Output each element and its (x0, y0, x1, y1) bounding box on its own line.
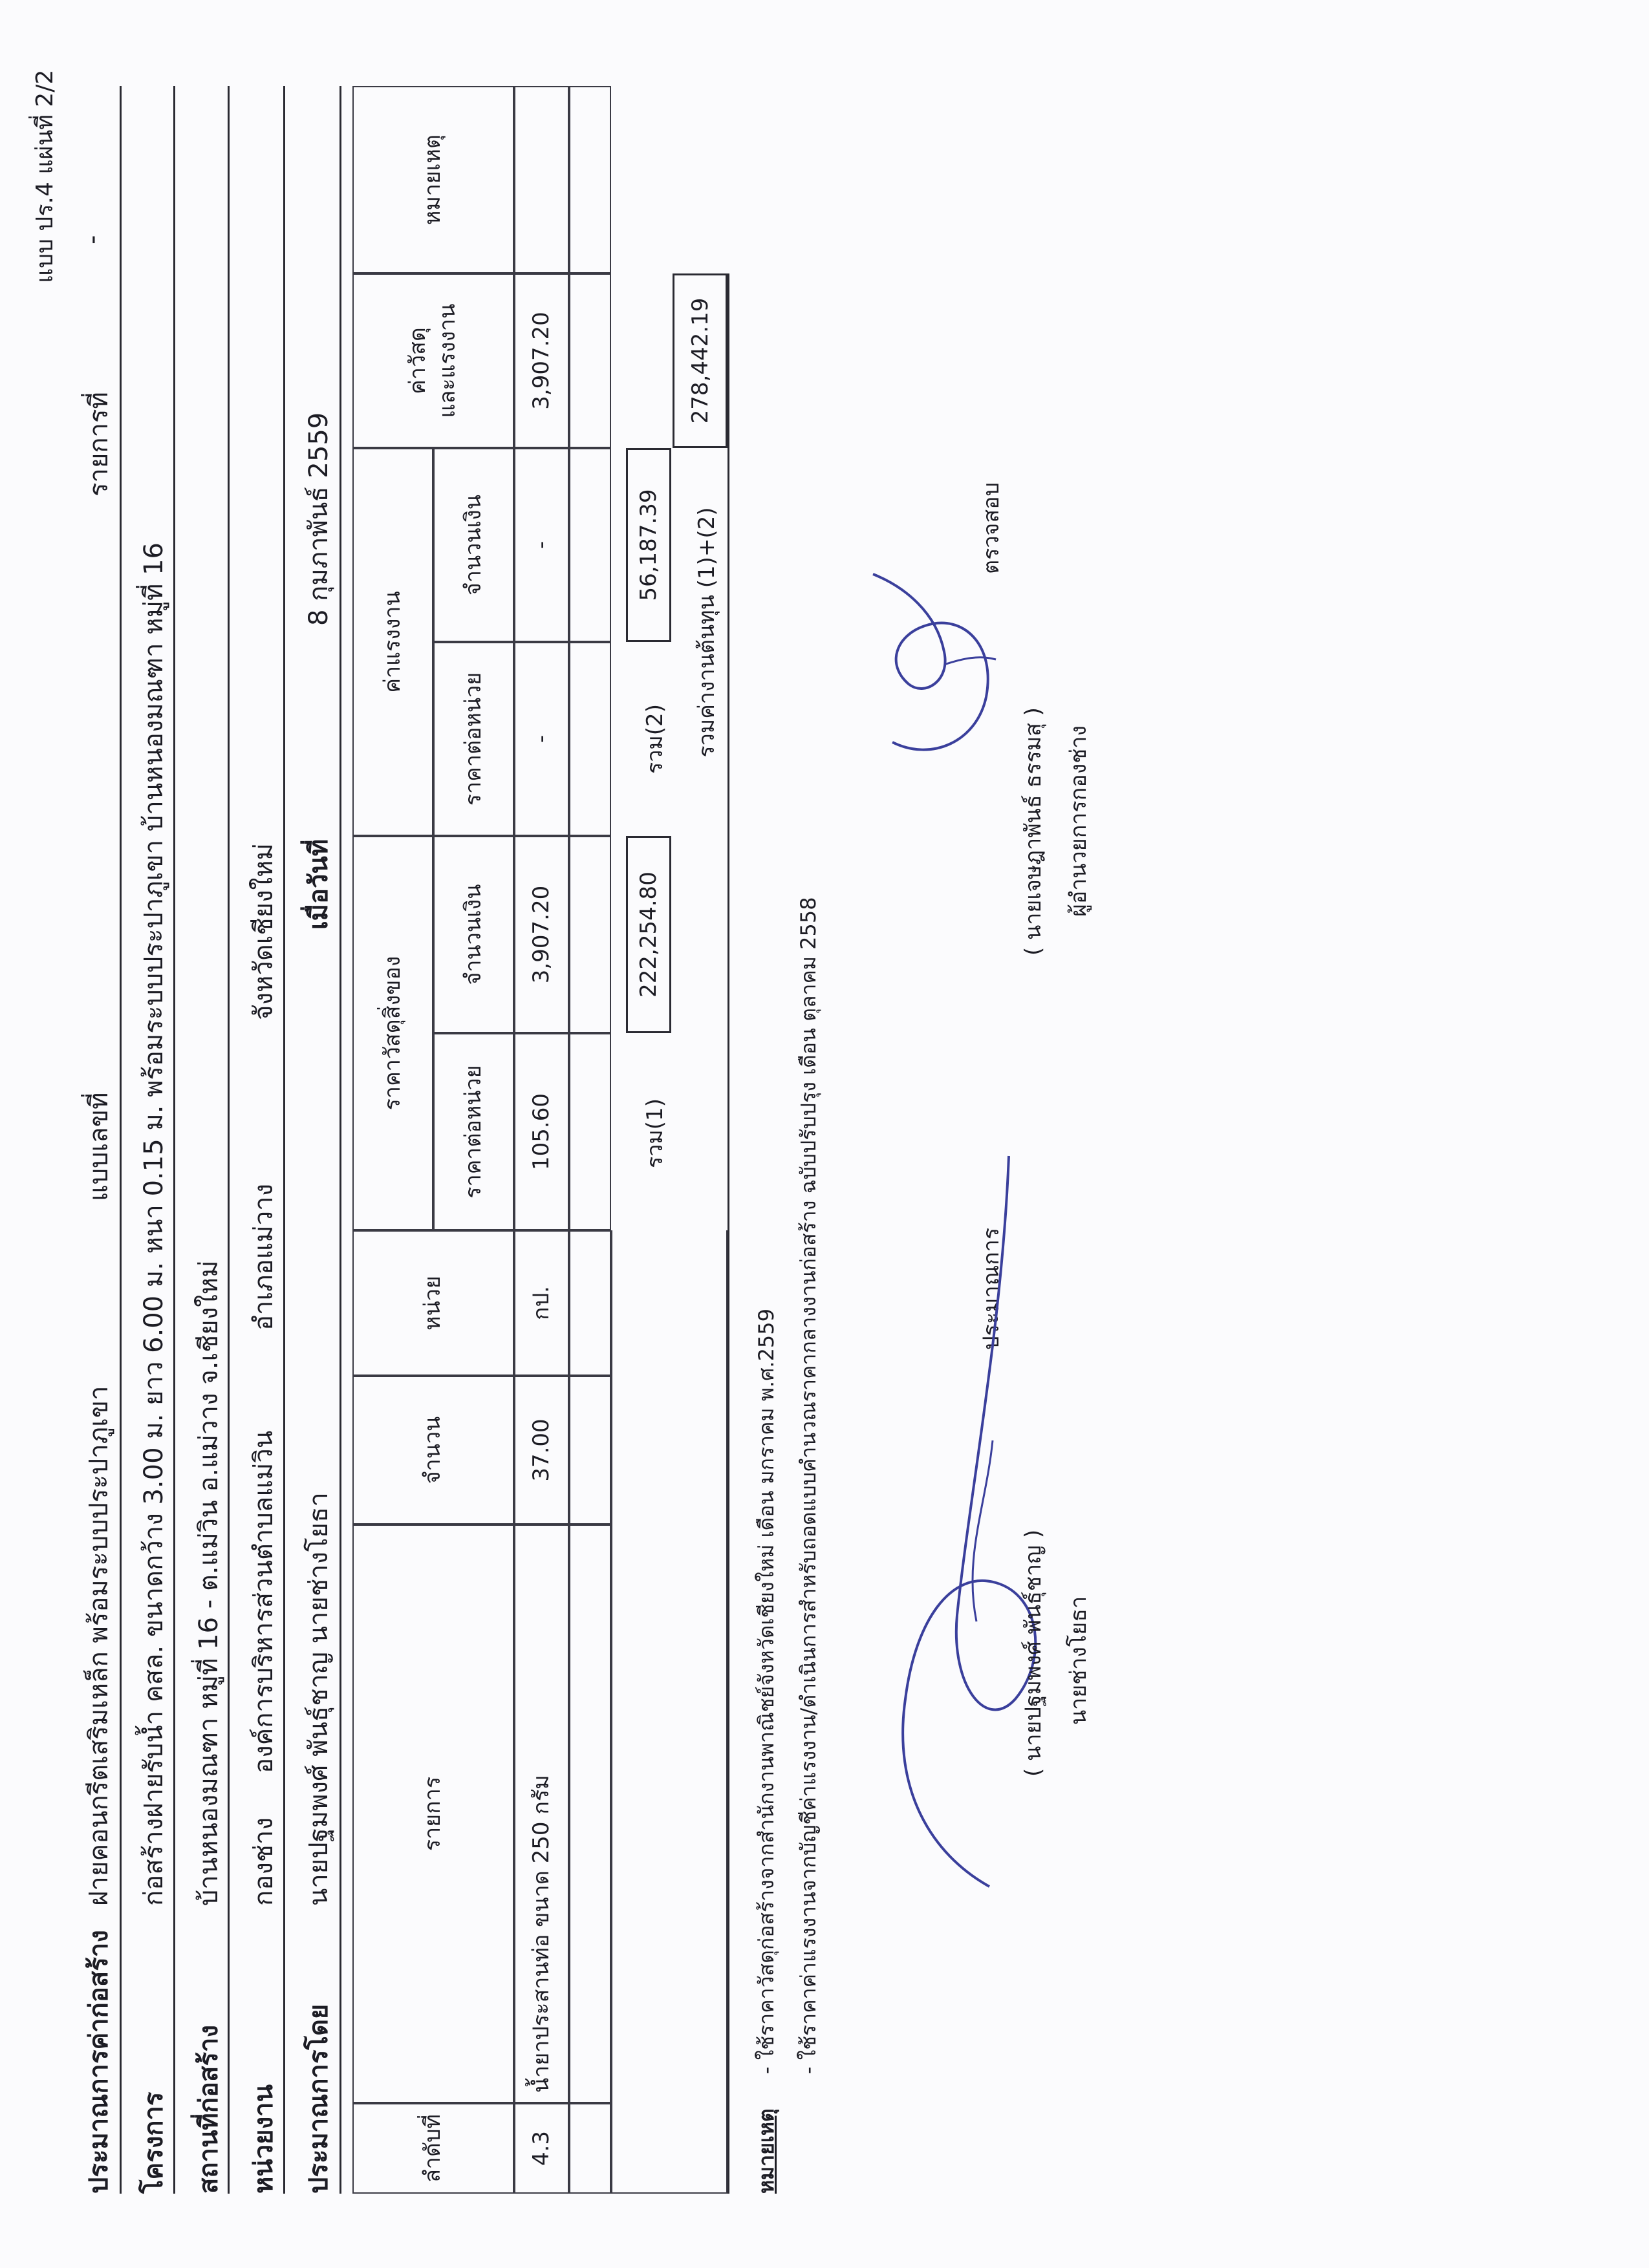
empty-row-lup (569, 642, 611, 836)
unit-label: หน่วยงาน (249, 2084, 279, 2194)
site-label: สถานที่ก่อสร้าง (194, 2025, 224, 2194)
col-header-item: รายการ (352, 1524, 514, 2103)
site-value: บ้านหนองมณฑา หมู่ที่ 16 - ต.แม่วิน อ.แม่วาง จ.เชียงใหม่ (194, 1260, 224, 1906)
reviewer-role: ตรวจสอบ (978, 482, 1004, 574)
header-rule-3 (228, 86, 230, 2194)
empty-row-item (569, 1524, 611, 2103)
sum2-value-box (626, 448, 671, 642)
estimator-value: นายปฐมพงศ์ พันธุ์ชาญ นายช่างโยธา (304, 1492, 334, 1906)
estimator-signature (854, 1150, 1073, 1893)
empty-row-lam (569, 448, 611, 642)
sum2-value: 56,187.39 (636, 489, 662, 601)
header-rule-2 (173, 86, 175, 2194)
empty-row-total (569, 273, 611, 448)
note-line-2: - ใช้ราคาค่าแรงงานจากบัญชีค่าแรงงาน/ดำเนินการสำหรับถอดแบบคำนวณราคากลางงานก่อสร้าง ฉบับปรับปรุง เดือน ตุลาคม 2558 (796, 897, 821, 2074)
row-1-item: น้ำยาประสานท่อ ขนาด 250 กรัม (514, 1524, 569, 2103)
empty-row-unit (569, 1230, 611, 1376)
row-1-labor-amount: - (514, 448, 569, 642)
col-header-labor: ค่าแรงงาน (352, 448, 433, 836)
province-value: จังหวัดเชียงใหม่ (249, 843, 279, 1020)
header-rule-4 (283, 86, 285, 2194)
empty-row-qty (569, 1376, 611, 1524)
col-header-material: ราคาวัสดุสิ่งของ (352, 836, 433, 1230)
reviewer-name: ( นายเจษฎาพันธ์ ธรรมสุ ) (1020, 707, 1046, 956)
organization-value: องค์การบริหารส่วนตำบลแม่วิน (249, 1430, 279, 1773)
summary-blank (611, 1230, 727, 2194)
col-header-no: ลำดับที่ (352, 2103, 514, 2194)
row-1-no: 4.3 (514, 2103, 569, 2194)
header-rule-5 (339, 86, 341, 2194)
sum1-value-box (626, 836, 671, 1033)
estimator-name: ( นายปฐมพงศ์ พันธุ์ชาญ ) (1020, 1529, 1046, 1777)
project-label: โครงการ (139, 2091, 169, 2194)
sum1-value: 222,254.80 (636, 872, 662, 998)
col-header-total-line2: และแรงงาน (435, 303, 460, 418)
document-title: ประมาณการค่าก่อสร้าง (84, 1930, 114, 2194)
row-1-qty: 37.00 (514, 1376, 569, 1524)
col-header-labor-amount: จำนวนเงิน (433, 448, 514, 642)
empty-row-remark (569, 86, 611, 273)
district-value: อำเภอแม่วาง (249, 1183, 279, 1331)
note-line-1: - ใช้ราคาวัสดุก่อสร้างจากสำนักงานพาณิชย์จังหวัดเชียงใหม่ เดือน มกราคม พ.ศ.2559 (754, 1308, 779, 2074)
form-code: แบบ ปร.4 แผ่นที่ 2/2 (32, 69, 58, 283)
empty-row-mam (569, 836, 611, 1033)
grand-total-label: รวมค่างานต้นทุน (1)+(2) (694, 507, 720, 758)
reviewer-position: ผู้อำนวยการกองช่าง (1066, 725, 1092, 917)
col-header-remark: หมายเหตุ (352, 86, 514, 273)
reviewer-signature (847, 561, 1015, 768)
grand-total-box (673, 273, 727, 448)
grand-total-value: 278,442.19 (687, 297, 713, 424)
row-1-total: 3,907.20 (514, 273, 569, 448)
estimator-label: ประมาณการโดย (304, 2004, 334, 2194)
row-1-material-amount: 3,907.20 (514, 836, 569, 1033)
col-header-qty: จำนวน (352, 1376, 514, 1524)
date-value: 8 กุมภาพันธ์ 2559 (304, 412, 334, 626)
empty-row-mup (569, 1033, 611, 1230)
item-no-label: รายการที่ (84, 392, 114, 497)
form-no-label: แบบเลขที่ (84, 1092, 114, 1201)
row-1-remark (514, 86, 569, 273)
row-1-material-unit-price: 105.60 (514, 1033, 569, 1230)
date-label: เมื่อวันที่ (304, 839, 334, 930)
table-bottom-rule (727, 273, 729, 2194)
sum2-label: รวม(2) (642, 704, 668, 774)
empty-row-no (569, 2103, 611, 2194)
sum1-label: รวม(1) (642, 1098, 668, 1168)
row-1-labor-unit-price: - (514, 642, 569, 836)
col-header-unit: หน่วย (352, 1230, 514, 1376)
estimator-position: นายช่างโยธา (1066, 1596, 1092, 1725)
col-header-labor-unit-price: ราคาต่อหน่วย (433, 642, 514, 836)
col-header-material-amount: จำนวนเงิน (433, 836, 514, 1033)
estimator-role: ประมาณการ (978, 1227, 1004, 1350)
col-header-total (352, 273, 514, 448)
col-header-total-line1: ค่าวัสดุ (405, 327, 431, 394)
project-value: ก่อสร้างฝายรับน้ำ คสล. ขนาดกว้าง 3.00 ม. ยาว 6.00 ม. หนา 0.15 ม. พร้อมระบบประปาภูเขา บ้านหนองมณฑา หมู่ที่ 16 (139, 542, 169, 1906)
section-title: ฝายคอนกรีตเสริมเหล็ก พร้อมระบบประปาภูเขา (84, 1385, 114, 1906)
row-1-unit: กป. (514, 1230, 569, 1376)
notes-label: หมายเหตุ (754, 2108, 779, 2194)
header-rule-1 (120, 86, 122, 2194)
col-header-material-unit-price: ราคาต่อหน่วย (433, 1033, 514, 1230)
unit-value: กองช่าง (249, 1817, 279, 1906)
item-no-value: - (78, 235, 107, 244)
